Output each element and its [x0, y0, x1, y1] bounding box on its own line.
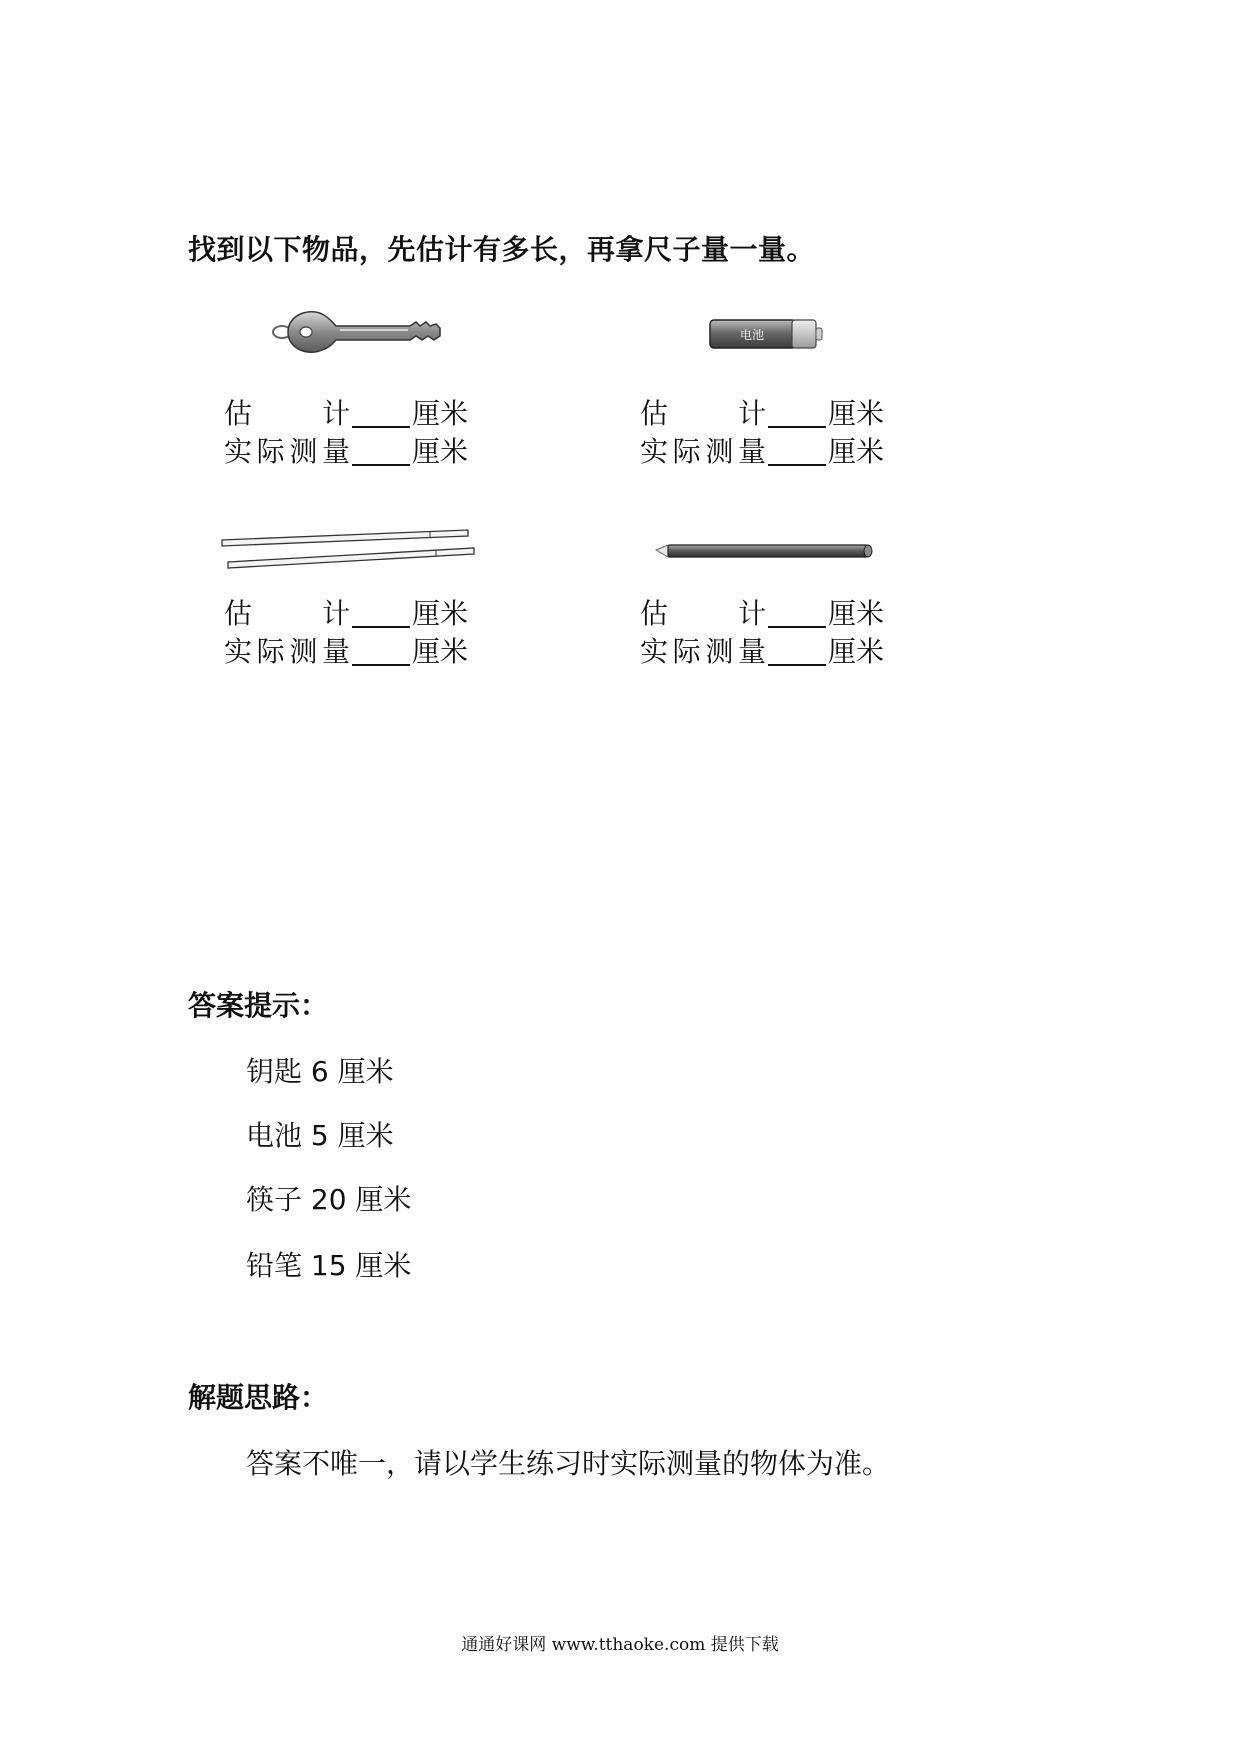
measure-label: 实际测量 — [224, 435, 350, 468]
key-illustration — [270, 300, 490, 370]
question-title: 找到以下物品，先估计有多长，再拿尺子量一量。 — [188, 233, 816, 266]
measure-blank[interactable] — [352, 434, 410, 466]
answers-title: 答案提示： — [188, 989, 329, 1022]
measure-row — [640, 434, 884, 470]
measure-label: 实际测量 — [224, 635, 350, 668]
answer-line: 钥匙 6 厘米 — [246, 1055, 394, 1088]
estimate-row — [224, 396, 468, 432]
unit-label: 厘米 — [412, 397, 469, 430]
estimate-label: 估 计 — [224, 597, 350, 630]
unit-label: 厘米 — [828, 597, 885, 630]
answer-line: 电池 5 厘米 — [246, 1119, 394, 1152]
unit-label: 厘米 — [828, 397, 885, 430]
estimate-label: 估 计 — [640, 597, 766, 630]
measure-row — [224, 634, 468, 670]
chopsticks-illustration — [220, 526, 480, 576]
measure-row — [640, 634, 884, 670]
measure-label: 实际测量 — [640, 635, 766, 668]
estimate-blank[interactable] — [768, 596, 826, 628]
solution-text: 答案不唯一，请以学生练习时实际测量的物体为准。 — [246, 1447, 891, 1480]
answer-line: 筷子 20 厘米 — [246, 1183, 412, 1216]
estimate-blank[interactable] — [352, 396, 410, 428]
estimate-row — [640, 596, 884, 632]
estimate-label: 估 计 — [640, 397, 766, 430]
measure-row — [224, 434, 468, 470]
answer-line: 铅笔 15 厘米 — [246, 1249, 412, 1282]
measure-label: 实际测量 — [640, 435, 766, 468]
measure-blank[interactable] — [352, 634, 410, 666]
estimate-blank[interactable] — [352, 596, 410, 628]
footer-text: 通通好课网 www.tthaoke.com 提供下载 — [461, 1635, 779, 1655]
unit-label: 厘米 — [412, 635, 469, 668]
measure-blank[interactable] — [768, 434, 826, 466]
estimate-blank[interactable] — [768, 396, 826, 428]
estimate-label: 估 计 — [224, 397, 350, 430]
estimate-row — [640, 396, 884, 432]
unit-label: 厘米 — [412, 435, 469, 468]
unit-label: 厘米 — [828, 435, 885, 468]
estimate-row — [224, 596, 468, 632]
solution-title: 解题思路： — [188, 1381, 329, 1414]
unit-label: 厘米 — [412, 597, 469, 630]
battery-illustration — [702, 300, 842, 370]
battery-label: 电池 — [739, 328, 765, 342]
measure-blank[interactable] — [768, 634, 826, 666]
unit-label: 厘米 — [828, 635, 885, 668]
pencil-illustration — [652, 536, 882, 576]
